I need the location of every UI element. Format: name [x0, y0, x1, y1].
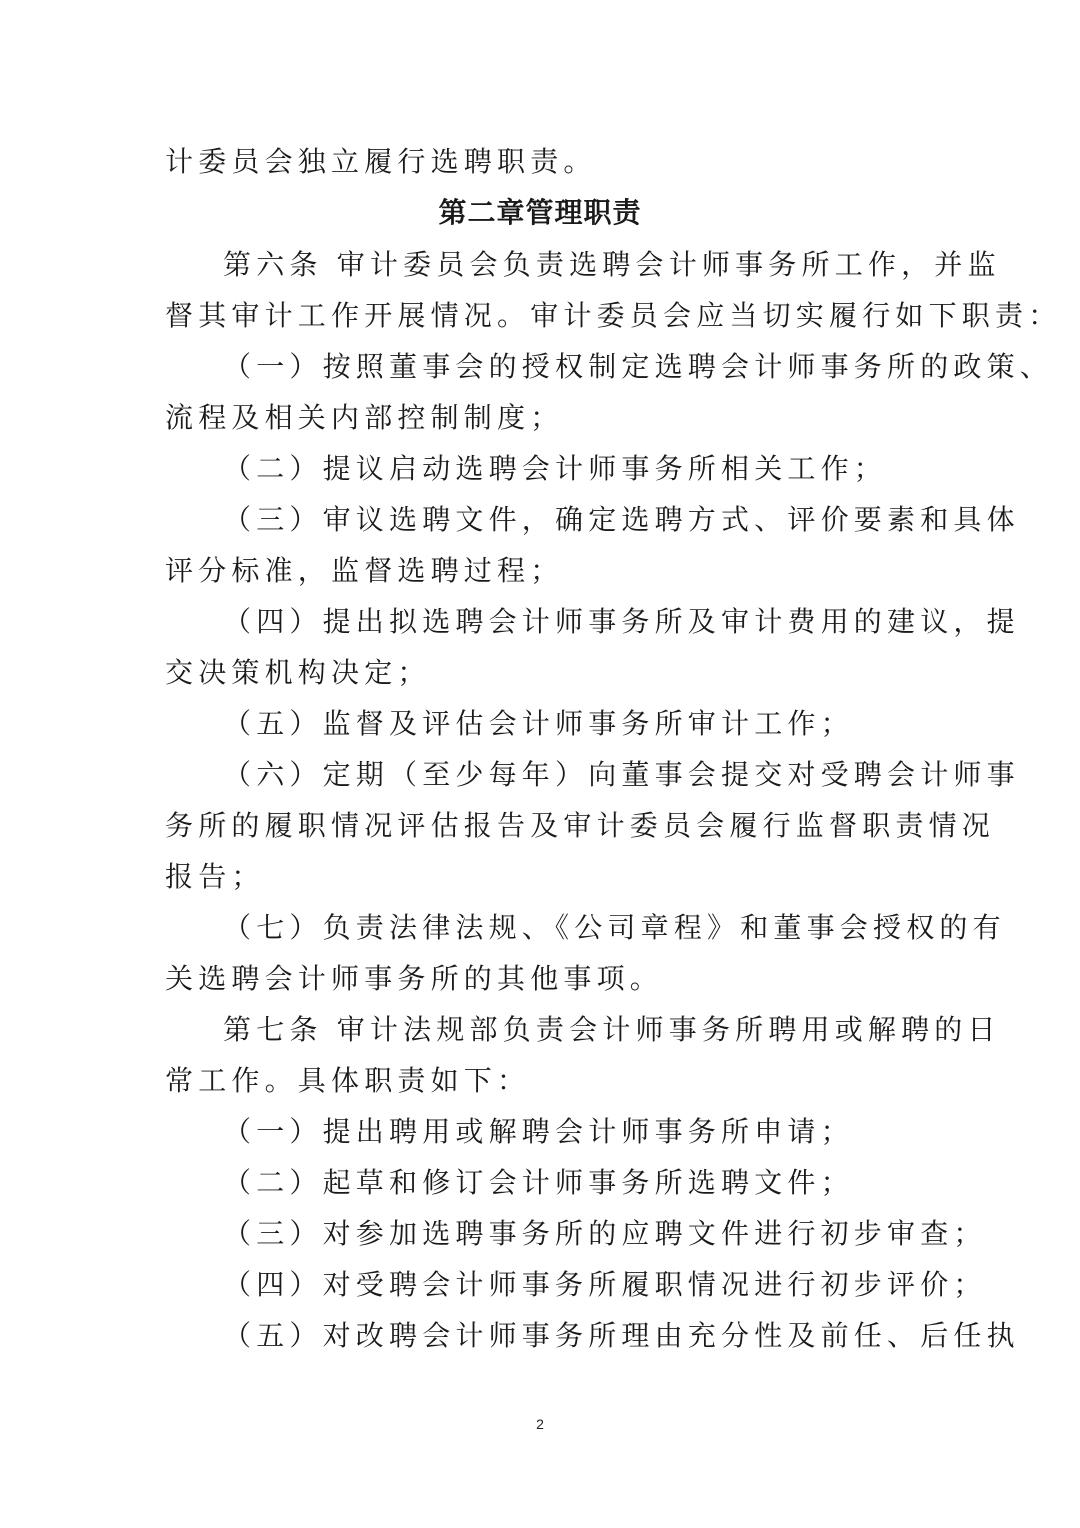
- list-item-4: （四）提出拟选聘会计师事务所及审计费用的建议，提: [223, 605, 1020, 638]
- list-item-2: （二）提议启动选聘会计师事务所相关工作；: [223, 452, 888, 485]
- paragraph-line: 流程及相关内部控制制度；: [165, 401, 564, 434]
- document-body: [165, 136, 1062, 1361]
- list-item-3: （三）审议选聘文件，确定选聘方式、评价要素和具体: [223, 503, 1020, 536]
- paragraph-line: 评分标准，监督选聘过程；: [165, 554, 564, 587]
- list-item-7: （七）负责法律法规、《公司章程》和董事会授权的有: [223, 911, 1006, 944]
- list-item-5: （五）监督及评估会计师事务所审计工作；: [223, 707, 854, 740]
- list-item-3: （三）对参加选聘事务所的应聘文件进行初步审查；: [223, 1217, 987, 1250]
- list-item-2: （二）起草和修订会计师事务所选聘文件；: [223, 1166, 854, 1199]
- article-6-line: 第六条 审计委员会负责选聘会计师事务所工作，并监: [223, 248, 1001, 281]
- list-item-4: （四）对受聘会计师事务所履职情况进行初步评价；: [223, 1268, 987, 1301]
- paragraph-line: 交决策机构决定；: [165, 656, 431, 689]
- paragraph-line: 务所的履职情况评估报告及审计委员会履行监督职责情况: [165, 809, 996, 842]
- paragraph-line: 报告；: [165, 860, 265, 893]
- paragraph-line: 计委员会独立履行选聘职责。: [165, 145, 597, 178]
- list-item-1: （一）提出聘用或解聘会计师事务所申请；: [223, 1115, 854, 1148]
- paragraph-line: 常工作。具体职责如下：: [165, 1064, 531, 1097]
- article-7-line: 第七条 审计法规部负责会计师事务所聘用或解聘的日: [223, 1013, 1001, 1046]
- list-item-1: （一）按照董事会的授权制定选聘会计师事务所的政策、: [223, 350, 1054, 383]
- list-item-5: （五）对改聘会计师事务所理由充分性及前任、后任执: [223, 1319, 1020, 1352]
- paragraph-line: 督其审计工作开展情况。审计委员会应当切实履行如下职责：: [165, 299, 1062, 332]
- paragraph-line: 关选聘会计师事务所的其他事项。: [165, 962, 664, 995]
- list-item-6: （六）定期（至少每年）向董事会提交对受聘会计师事: [223, 758, 1020, 791]
- page-number: 2: [536, 1416, 544, 1432]
- chapter-heading: 第二章管理职责: [438, 196, 642, 229]
